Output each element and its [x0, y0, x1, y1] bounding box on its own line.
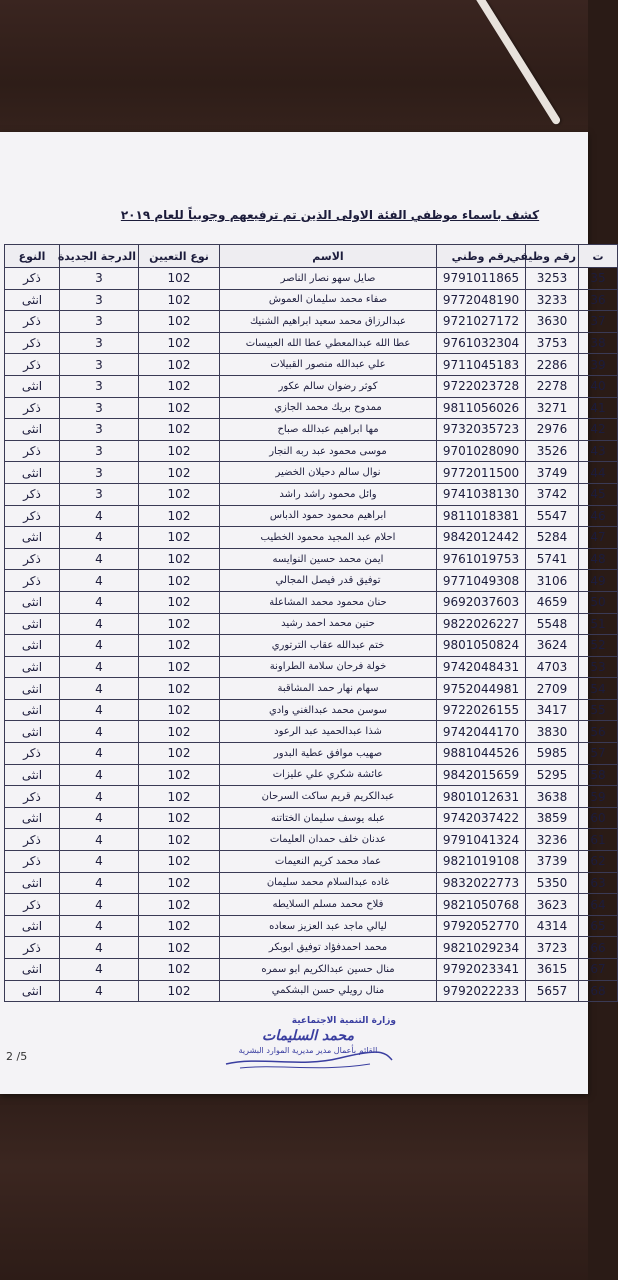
cell-national-number: 9822026227	[437, 613, 526, 635]
cell-gender: انثى	[5, 656, 60, 678]
cell-name: علي عبدالله منصور القبيلات	[220, 354, 437, 376]
cell-name: مها ابراهيم عبدالله صباح	[220, 419, 437, 441]
cell-national-number: 9881044526	[437, 743, 526, 765]
cell-seq: 46	[579, 505, 618, 527]
cell-national-number: 9792052770	[437, 915, 526, 937]
table-row	[5, 699, 618, 721]
table-row	[5, 959, 618, 981]
cell-appointment-type: 102	[139, 872, 220, 894]
cell-employee-number: 3753	[526, 332, 579, 354]
table-row	[5, 786, 618, 808]
cell-national-number: 9821029234	[437, 937, 526, 959]
cell-national-number: 9772011500	[437, 462, 526, 484]
cell-name: خولة فرحان سلامة الطراونة	[220, 656, 437, 678]
cell-gender: ذكر	[5, 570, 60, 592]
cell-seq: 43	[579, 440, 618, 462]
cell-seq: 55	[579, 699, 618, 721]
cell-employee-number: 5350	[526, 872, 579, 894]
cell-name: ختم عبدالله عقاب الترتوري	[220, 635, 437, 657]
cell-gender: ذكر	[5, 548, 60, 570]
cell-appointment-type: 102	[139, 462, 220, 484]
cell-new-grade: 3	[60, 311, 139, 333]
cell-employee-number: 3830	[526, 721, 579, 743]
cell-employee-number: 5741	[526, 548, 579, 570]
cell-gender: انثى	[5, 591, 60, 613]
cell-gender: ذكر	[5, 268, 60, 290]
table-row	[5, 851, 618, 873]
cell-name: سهام نهار حمد المشاقبة	[220, 678, 437, 700]
cell-national-number: 9791041324	[437, 829, 526, 851]
cell-seq: 66	[579, 937, 618, 959]
cell-name: منال رويلي حسن البشكمي	[220, 980, 437, 1002]
table-row	[5, 764, 618, 786]
cell-gender: انثى	[5, 375, 60, 397]
cell-seq: 49	[579, 570, 618, 592]
cell-seq: 52	[579, 635, 618, 657]
cell-new-grade: 4	[60, 786, 139, 808]
table-row	[5, 419, 618, 441]
cell-appointment-type: 102	[139, 375, 220, 397]
cell-new-grade: 3	[60, 397, 139, 419]
cell-appointment-type: 102	[139, 807, 220, 829]
signature-stamp	[220, 1016, 396, 1090]
cell-new-grade: 4	[60, 678, 139, 700]
cell-new-grade: 4	[60, 505, 139, 527]
header-gender: النوع	[5, 245, 60, 268]
header-appointment-type: نوع التعيين	[139, 245, 220, 268]
desk-surface-top	[0, 0, 588, 140]
cell-new-grade: 4	[60, 548, 139, 570]
cell-seq: 44	[579, 462, 618, 484]
cell-gender: ذكر	[5, 829, 60, 851]
header-seq: ت	[579, 245, 618, 268]
cell-seq: 67	[579, 959, 618, 981]
cell-employee-number: 3271	[526, 397, 579, 419]
cell-employee-number: 3859	[526, 807, 579, 829]
cell-appointment-type: 102	[139, 721, 220, 743]
cell-national-number: 9752044981	[437, 678, 526, 700]
cell-national-number: 9811056026	[437, 397, 526, 419]
cell-name: عطا الله عبدالمعطي عطا الله العبيسات	[220, 332, 437, 354]
cell-appointment-type: 102	[139, 959, 220, 981]
stamp-ministry: وزارة التنمية الاجتماعية	[291, 1016, 396, 1026]
cell-national-number: 9771049308	[437, 570, 526, 592]
cell-gender: انثى	[5, 699, 60, 721]
cell-national-number: 9761032304	[437, 332, 526, 354]
cell-new-grade: 4	[60, 959, 139, 981]
cell-name: منال حسين عبدالكريم ابو سمره	[220, 959, 437, 981]
cell-employee-number: 2278	[526, 375, 579, 397]
cell-employee-number: 3638	[526, 786, 579, 808]
cell-seq: 53	[579, 656, 618, 678]
cell-new-grade: 4	[60, 527, 139, 549]
page-number: 2 /5	[6, 1050, 28, 1063]
cell-new-grade: 3	[60, 332, 139, 354]
cell-national-number: 9692037603	[437, 591, 526, 613]
cell-employee-number: 3739	[526, 851, 579, 873]
cell-seq: 61	[579, 829, 618, 851]
cell-seq: 68	[579, 980, 618, 1002]
cell-name: صفاء محمد سليمان العموش	[220, 289, 437, 311]
cell-national-number: 9791011865	[437, 268, 526, 290]
cell-appointment-type: 102	[139, 289, 220, 311]
cell-appointment-type: 102	[139, 980, 220, 1002]
cell-employee-number: 4659	[526, 591, 579, 613]
cell-name: ابراهيم محمود حمود الدباس	[220, 505, 437, 527]
table-row	[5, 289, 618, 311]
cell-gender: انثى	[5, 635, 60, 657]
cell-gender: ذكر	[5, 332, 60, 354]
cell-gender: ذكر	[5, 937, 60, 959]
cell-name: حنان محمود محمد المشاعلة	[220, 591, 437, 613]
cell-employee-number: 2286	[526, 354, 579, 376]
cell-national-number: 9722026155	[437, 699, 526, 721]
cell-gender: ذكر	[5, 311, 60, 333]
cell-seq: 50	[579, 591, 618, 613]
cell-name: وائل محمود راشد راشد	[220, 483, 437, 505]
cell-seq: 58	[579, 764, 618, 786]
cell-employee-number: 5295	[526, 764, 579, 786]
cell-national-number: 9742048431	[437, 656, 526, 678]
table-row	[5, 829, 618, 851]
table-row	[5, 548, 618, 570]
cell-name: كوثر رضوان سالم عكور	[220, 375, 437, 397]
table-row	[5, 980, 618, 1002]
cell-new-grade: 4	[60, 937, 139, 959]
cell-new-grade: 4	[60, 894, 139, 916]
table-row	[5, 311, 618, 333]
cell-seq: 41	[579, 397, 618, 419]
cell-appointment-type: 102	[139, 397, 220, 419]
cell-gender: ذكر	[5, 743, 60, 765]
cell-seq: 62	[579, 851, 618, 873]
cell-seq: 51	[579, 613, 618, 635]
table-row	[5, 332, 618, 354]
cell-seq: 57	[579, 743, 618, 765]
cell-employee-number: 5985	[526, 743, 579, 765]
table-row	[5, 807, 618, 829]
cell-gender: انثى	[5, 959, 60, 981]
document-title: كشف باسماء موظفي الفئة الاولى الذين تم ترفيعهم وجوبياً للعام ٢٠١٩	[120, 208, 540, 222]
table-row	[5, 440, 618, 462]
cell-gender: انثى	[5, 613, 60, 635]
cell-new-grade: 4	[60, 699, 139, 721]
table-body	[5, 268, 618, 1002]
cell-national-number: 9842015659	[437, 764, 526, 786]
cell-new-grade: 3	[60, 483, 139, 505]
desk-surface-bottom	[0, 1090, 588, 1280]
cell-new-grade: 4	[60, 980, 139, 1002]
cell-employee-number: 2976	[526, 419, 579, 441]
cell-seq: 38	[579, 332, 618, 354]
cell-seq: 35	[579, 268, 618, 290]
cell-appointment-type: 102	[139, 678, 220, 700]
header-employee-number: رقم وظيفي	[526, 245, 579, 268]
cell-employee-number: 3253	[526, 268, 579, 290]
cell-name: غاده عبدالسلام محمد سليمان	[220, 872, 437, 894]
cell-gender: انثى	[5, 872, 60, 894]
cell-gender: انثى	[5, 462, 60, 484]
cell-appointment-type: 102	[139, 548, 220, 570]
cell-appointment-type: 102	[139, 635, 220, 657]
cell-national-number: 9801050824	[437, 635, 526, 657]
cell-gender: انثى	[5, 807, 60, 829]
cell-gender: ذكر	[5, 397, 60, 419]
cell-appointment-type: 102	[139, 419, 220, 441]
cell-name: عبله يوسف سليمان الختاتنه	[220, 807, 437, 829]
cell-name: عبدالرزاق محمد سعيد ابراهيم الشنيك	[220, 311, 437, 333]
cell-gender: انثى	[5, 678, 60, 700]
cell-appointment-type: 102	[139, 483, 220, 505]
cell-gender: ذكر	[5, 786, 60, 808]
cell-national-number: 9821019108	[437, 851, 526, 873]
cell-name: موسى محمود عبد ربه النجار	[220, 440, 437, 462]
cell-appointment-type: 102	[139, 311, 220, 333]
cell-employee-number: 5284	[526, 527, 579, 549]
cell-name: حنين محمد احمد رشيد	[220, 613, 437, 635]
cell-employee-number: 3615	[526, 959, 579, 981]
cell-gender: انثى	[5, 764, 60, 786]
cell-new-grade: 4	[60, 743, 139, 765]
cell-seq: 45	[579, 483, 618, 505]
cell-name: شذا عبدالحميد عبد الرعود	[220, 721, 437, 743]
signature-scribble-icon	[220, 1034, 396, 1074]
cell-appointment-type: 102	[139, 332, 220, 354]
table-row	[5, 570, 618, 592]
cell-new-grade: 4	[60, 829, 139, 851]
cell-employee-number: 3749	[526, 462, 579, 484]
cell-appointment-type: 102	[139, 915, 220, 937]
cell-seq: 39	[579, 354, 618, 376]
cell-appointment-type: 102	[139, 656, 220, 678]
table-row	[5, 268, 618, 290]
cell-national-number: 9742044170	[437, 721, 526, 743]
cell-employee-number: 4314	[526, 915, 579, 937]
cell-new-grade: 4	[60, 656, 139, 678]
cell-gender: انثى	[5, 915, 60, 937]
document-page	[0, 132, 606, 1094]
cell-employee-number: 3630	[526, 311, 579, 333]
cell-name: فلاح محمد مسلم السلايطه	[220, 894, 437, 916]
cell-gender: ذكر	[5, 851, 60, 873]
cell-national-number: 9732035723	[437, 419, 526, 441]
cell-new-grade: 3	[60, 375, 139, 397]
cell-new-grade: 4	[60, 764, 139, 786]
cell-new-grade: 4	[60, 721, 139, 743]
cell-gender: ذكر	[5, 354, 60, 376]
cell-appointment-type: 102	[139, 591, 220, 613]
cell-name: صهيب موافق عطية البدور	[220, 743, 437, 765]
cell-appointment-type: 102	[139, 786, 220, 808]
cell-national-number: 9792023341	[437, 959, 526, 981]
cell-employee-number: 3723	[526, 937, 579, 959]
cell-new-grade: 4	[60, 872, 139, 894]
cell-gender: انثى	[5, 980, 60, 1002]
signature-role: القائم بأعمال مدير مديرية الموارد البشرية	[238, 1046, 378, 1055]
cell-seq: 56	[579, 721, 618, 743]
table-row	[5, 527, 618, 549]
table-row	[5, 354, 618, 376]
cell-appointment-type: 102	[139, 743, 220, 765]
cell-name: احلام عبد المجيد محمود الخطيب	[220, 527, 437, 549]
cell-gender: ذكر	[5, 440, 60, 462]
cell-employee-number: 4703	[526, 656, 579, 678]
cell-new-grade: 4	[60, 851, 139, 873]
table-row	[5, 397, 618, 419]
cell-new-grade: 3	[60, 440, 139, 462]
table-row	[5, 743, 618, 765]
cell-new-grade: 3	[60, 419, 139, 441]
table-row	[5, 591, 618, 613]
cell-appointment-type: 102	[139, 829, 220, 851]
table-row	[5, 375, 618, 397]
table-row	[5, 721, 618, 743]
cell-national-number: 9761019753	[437, 548, 526, 570]
cell-appointment-type: 102	[139, 894, 220, 916]
table-row	[5, 613, 618, 635]
table-row	[5, 505, 618, 527]
signature-name: محمد السليمات	[262, 1028, 354, 1044]
cell-employee-number: 3106	[526, 570, 579, 592]
cell-appointment-type: 102	[139, 851, 220, 873]
cell-employee-number: 3623	[526, 894, 579, 916]
cell-appointment-type: 102	[139, 505, 220, 527]
cell-seq: 42	[579, 419, 618, 441]
cell-seq: 54	[579, 678, 618, 700]
cell-employee-number: 3624	[526, 635, 579, 657]
cell-appointment-type: 102	[139, 570, 220, 592]
table-row	[5, 635, 618, 657]
cell-appointment-type: 102	[139, 354, 220, 376]
cell-employee-number: 5547	[526, 505, 579, 527]
cell-seq: 47	[579, 527, 618, 549]
cell-national-number: 9722023728	[437, 375, 526, 397]
cell-name: عبدالكريم قريم ساكت السرحان	[220, 786, 437, 808]
cell-gender: انثى	[5, 419, 60, 441]
cell-new-grade: 3	[60, 289, 139, 311]
cell-appointment-type: 102	[139, 268, 220, 290]
cell-national-number: 9792022233	[437, 980, 526, 1002]
cell-national-number: 9772048190	[437, 289, 526, 311]
cell-new-grade: 4	[60, 591, 139, 613]
cell-name: محمد احمدفؤاد توفيق ابوبكر	[220, 937, 437, 959]
cell-national-number: 9742037422	[437, 807, 526, 829]
cell-new-grade: 4	[60, 613, 139, 635]
cell-gender: ذكر	[5, 483, 60, 505]
cell-employee-number: 3742	[526, 483, 579, 505]
cell-name: ممدوح بريك محمد الجازي	[220, 397, 437, 419]
cell-name: سوسن محمد عبدالغني وادي	[220, 699, 437, 721]
header-name: الاسم	[220, 245, 437, 268]
cell-seq: 36	[579, 289, 618, 311]
cell-name: عماد محمد كريم النعيمات	[220, 851, 437, 873]
cell-name: صايل سهو نصار الناصر	[220, 268, 437, 290]
cell-seq: 64	[579, 894, 618, 916]
cell-name: عدنان خلف حمدان العليمات	[220, 829, 437, 851]
employee-table	[4, 244, 618, 1002]
table-row	[5, 915, 618, 937]
cell-gender: انثى	[5, 527, 60, 549]
cell-appointment-type: 102	[139, 527, 220, 549]
cell-name: ايمن محمد حسين النوايسه	[220, 548, 437, 570]
cell-gender: انثى	[5, 721, 60, 743]
cell-national-number: 9842012442	[437, 527, 526, 549]
cell-new-grade: 3	[60, 268, 139, 290]
cell-seq: 40	[579, 375, 618, 397]
cell-national-number: 9721027172	[437, 311, 526, 333]
cell-seq: 37	[579, 311, 618, 333]
cell-national-number: 9711045183	[437, 354, 526, 376]
cell-national-number: 9741038130	[437, 483, 526, 505]
cell-new-grade: 3	[60, 462, 139, 484]
table-row	[5, 462, 618, 484]
table-row	[5, 894, 618, 916]
cell-name: ليالي ماجد عبد العزيز سعاده	[220, 915, 437, 937]
cell-seq: 65	[579, 915, 618, 937]
cell-new-grade: 4	[60, 570, 139, 592]
cell-gender: ذكر	[5, 505, 60, 527]
table-header-row	[5, 245, 618, 268]
cell-seq: 59	[579, 786, 618, 808]
cell-gender: ذكر	[5, 894, 60, 916]
cell-new-grade: 4	[60, 807, 139, 829]
cell-national-number: 9801012631	[437, 786, 526, 808]
cell-gender: انثى	[5, 289, 60, 311]
cell-national-number: 9832022773	[437, 872, 526, 894]
cell-appointment-type: 102	[139, 440, 220, 462]
cell-appointment-type: 102	[139, 937, 220, 959]
cell-seq: 48	[579, 548, 618, 570]
cell-name: توفيق قدر فيصل المجالي	[220, 570, 437, 592]
cell-national-number: 9701028090	[437, 440, 526, 462]
table-row	[5, 678, 618, 700]
table-row	[5, 656, 618, 678]
header-new-grade: الدرجة الجديدة	[60, 245, 139, 268]
cell-seq: 60	[579, 807, 618, 829]
table-row	[5, 483, 618, 505]
cell-name: عائشة شكري علي عليزات	[220, 764, 437, 786]
cell-employee-number: 3236	[526, 829, 579, 851]
cell-employee-number: 5657	[526, 980, 579, 1002]
cell-seq: 63	[579, 872, 618, 894]
cell-employee-number: 3526	[526, 440, 579, 462]
header-national-number: رقم وطني	[437, 245, 526, 268]
cell-new-grade: 4	[60, 635, 139, 657]
cell-national-number: 9821050768	[437, 894, 526, 916]
cell-new-grade: 4	[60, 915, 139, 937]
cell-appointment-type: 102	[139, 764, 220, 786]
cell-appointment-type: 102	[139, 699, 220, 721]
cell-appointment-type: 102	[139, 613, 220, 635]
cell-national-number: 9811018381	[437, 505, 526, 527]
table-row	[5, 872, 618, 894]
cell-name: نوال سالم دحيلان الخضير	[220, 462, 437, 484]
cell-new-grade: 3	[60, 354, 139, 376]
cell-employee-number: 5548	[526, 613, 579, 635]
cell-employee-number: 3417	[526, 699, 579, 721]
cell-employee-number: 2709	[526, 678, 579, 700]
cell-employee-number: 3233	[526, 289, 579, 311]
table-row	[5, 937, 618, 959]
